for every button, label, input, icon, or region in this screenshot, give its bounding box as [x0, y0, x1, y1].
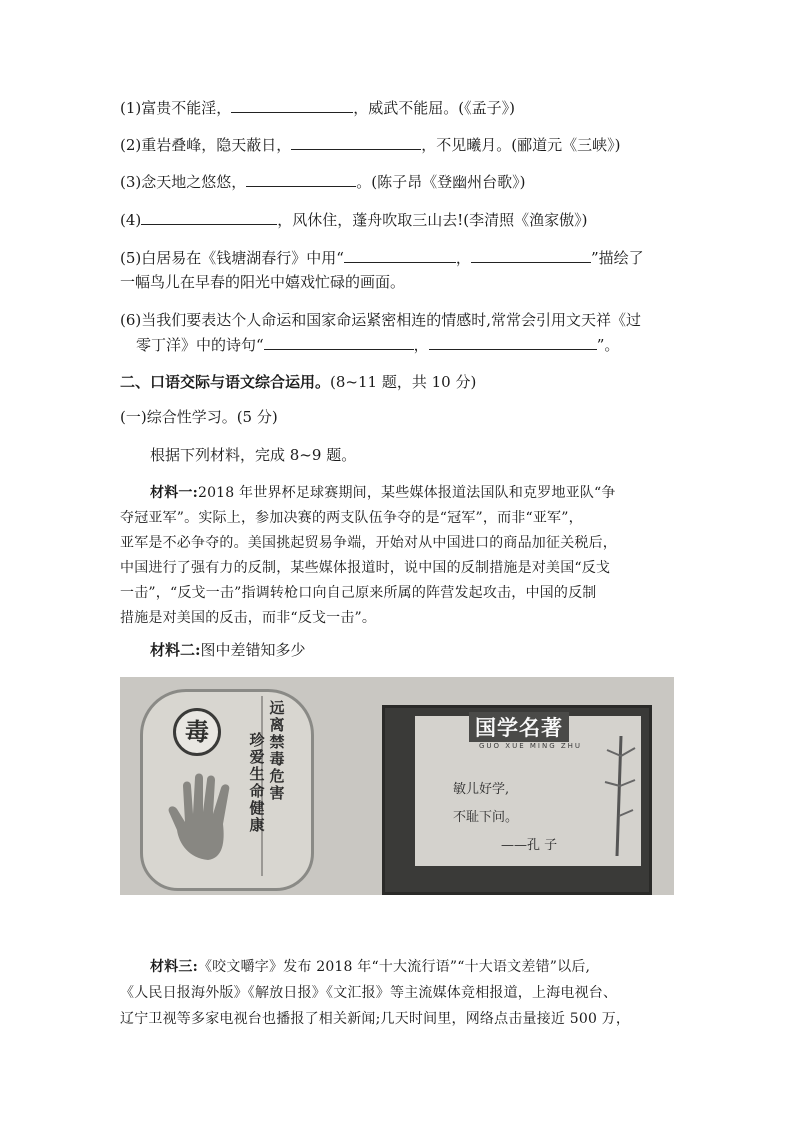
- section-note: (8~11 题，共 10 分): [330, 373, 477, 391]
- answer-blank[interactable]: [429, 334, 597, 350]
- material-2-text: 图中差错知多少: [200, 641, 306, 659]
- bamboo-icon: [577, 736, 637, 856]
- poster-slogan-2: [249, 732, 265, 834]
- slogan-char: 命: [249, 782, 265, 800]
- question-5-prefix: (5)白居易在《钱塘湖春行》中用“: [120, 249, 344, 267]
- question-6-line1: (6)当我们要表达个人命运和国家命运紧密相连的情感时,常常会引用文天祥《过: [120, 311, 642, 329]
- question-6-prefix: 零丁洋》中的诗句“: [136, 336, 264, 354]
- answer-blank[interactable]: [291, 134, 421, 150]
- question-2-suffix: ，不见曦月。(郦道元《三峡》): [421, 136, 621, 154]
- question-4: [120, 209, 587, 231]
- slogan-char: 禁: [269, 733, 285, 751]
- answer-blank[interactable]: [246, 171, 356, 187]
- board-pinyin: GUO XUE MING ZHU: [479, 742, 583, 750]
- material-1-line: [150, 482, 616, 504]
- material-1-line: 中国进行了强有力的反制，某些媒体报道时，说中国的反制措施是对美国“反戈: [120, 560, 611, 576]
- material-3-line: 辽宁卫视等多家电视台也播报了相关新闻;几天时间里，网络点击量接近 500 万，: [120, 1011, 631, 1027]
- answer-blank[interactable]: [141, 209, 277, 225]
- slogan-char: 离: [269, 716, 285, 734]
- quote-attribution: ——孔 子: [501, 838, 558, 853]
- answer-blank[interactable]: [344, 247, 456, 263]
- question-4-suffix: ，风休住，蓬舟吹取三山去!(李清照《渔家傲》): [277, 211, 588, 229]
- board-title: 国学名著: [469, 712, 569, 742]
- quote-line-1: 敏儿好学,: [453, 782, 510, 797]
- hand-icon: [165, 772, 251, 862]
- question-3: [120, 171, 525, 193]
- slogan-char: 危: [269, 767, 285, 785]
- question-6-line2: [136, 334, 619, 356]
- classics-board: [382, 705, 652, 895]
- material-3-line: 《人民日报海外版》《解放日报》《文汇报》等主流媒体竞相报道，上海电视台、: [120, 985, 618, 1001]
- instruction: 根据下列材料，完成 8~9 题。: [150, 446, 357, 464]
- quote-line-2: 不耻下问。: [453, 810, 519, 825]
- question-6-suffix: ”。: [596, 336, 620, 354]
- material-1-line: 夺冠亚军”。实际上，参加决赛的两支队伍争夺的是“冠军”，而非“亚军”，: [120, 510, 583, 526]
- material-1-label: 材料一:: [150, 485, 198, 501]
- section-heading: [120, 371, 476, 393]
- question-3-suffix: 。(陈子昂《登幽州台歌》): [356, 173, 526, 191]
- answer-blank[interactable]: [231, 97, 353, 113]
- question-1-suffix: ，威武不能屈。(《孟子》): [353, 99, 515, 117]
- slogan-char: 毒: [269, 750, 285, 768]
- material-1-line: 亚军是不必争夺的。美国挑起贸易争端，开始对从中国进口的商品加征关税后，: [120, 535, 617, 551]
- slogan-char: 远: [269, 699, 285, 717]
- material-1-line: 措施是对美国的反击，而非“反戈一击”。: [120, 610, 377, 626]
- drug-seal-icon: 毒: [173, 708, 221, 756]
- question-5-line2: 一幅鸟儿在早春的阳光中嬉戏忙碌的画面。: [120, 273, 406, 291]
- material-2-label: 材料二:: [150, 641, 201, 659]
- poster-slogan-1: [269, 700, 285, 802]
- slogan-char: 生: [249, 765, 265, 783]
- slogan-char: 害: [269, 784, 285, 802]
- material-2-line: [150, 639, 306, 661]
- subsection-title: (一)综合性学习。(5 分): [120, 408, 278, 426]
- slogan-char: 爱: [249, 748, 265, 766]
- question-5-mid: ，: [455, 249, 471, 267]
- question-1-prefix: (1)富贵不能淫，: [120, 99, 232, 117]
- slogan-char: 健: [249, 799, 265, 817]
- anti-drug-poster: [140, 689, 314, 891]
- question-6-mid: ，: [413, 336, 429, 354]
- question-3-prefix: (3)念天地之悠悠，: [120, 173, 247, 191]
- section-title: 二、口语交际与语文综合运用。: [120, 373, 331, 391]
- slogan-char: 康: [249, 816, 265, 834]
- material-3-text: 《咬文嚼字》发布 2018 年“十大流行语”“十大语文差错”以后,: [197, 959, 591, 975]
- question-5-suffix: ”描绘了: [590, 249, 644, 267]
- material-1-line: 一击”，“反戈一击”指调转枪口向自己原来所属的阵营发起攻击，中国的反制: [120, 585, 597, 601]
- question-5: [120, 247, 644, 269]
- material-3-line: [150, 956, 590, 978]
- question-2-prefix: (2)重岩叠峰，隐天蔽日，: [120, 136, 292, 154]
- material-3-label: 材料三:: [150, 959, 198, 975]
- slogan-char: 珍: [249, 731, 265, 749]
- question-1: [120, 97, 515, 119]
- error-figure: [120, 677, 674, 895]
- question-4-prefix: (4): [120, 211, 142, 229]
- answer-blank[interactable]: [471, 247, 591, 263]
- question-2: [120, 134, 620, 156]
- answer-blank[interactable]: [264, 334, 414, 350]
- material-1-text: 2018 年世界杯足球赛期间，某些媒体报道法国队和克罗地亚队“争: [197, 485, 616, 501]
